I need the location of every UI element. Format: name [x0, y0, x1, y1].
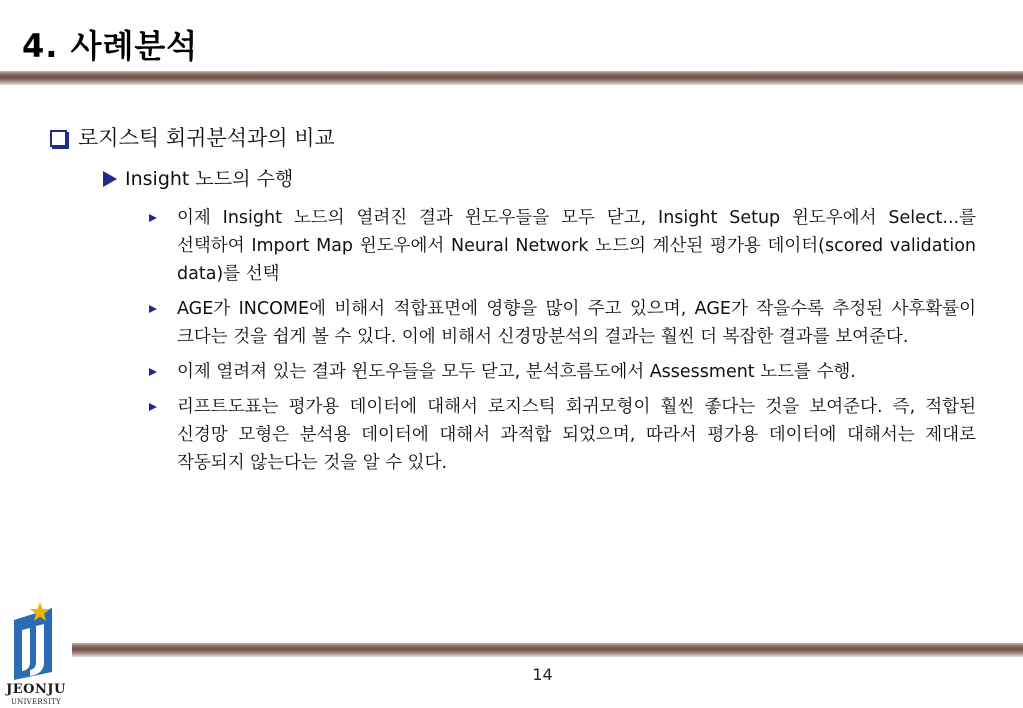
small-arrow-icon — [149, 214, 157, 222]
page-number: 14 — [532, 665, 553, 684]
bullet-item — [146, 295, 976, 351]
section-heading — [50, 125, 335, 151]
logo-name: JEONJU — [6, 682, 66, 697]
bullet-text: AGE가 INCOME에 비해서 적합표면에 영향을 많이 주고 있으며, AGE가 작을수록 추정된 사후확률이 크다는 것을 쉽게 볼 수 있다. 이에 비해서 신경망분석의 결과는 훨씬 더 복잡한 결과를 보여준다. — [177, 299, 976, 347]
bullet-text: 이제 열려져 있는 결과 윈도우들을 모두 닫고, 분석흐름도에서 Assessment 노드를 수행. — [177, 362, 856, 382]
title-divider-bar — [0, 71, 1023, 85]
bullet-item — [146, 204, 976, 288]
bullet-item — [146, 393, 976, 477]
bullet-item — [146, 358, 976, 386]
checkbox-icon — [50, 130, 67, 147]
footer-divider-bar — [72, 643, 1023, 657]
arrow-icon — [103, 171, 117, 187]
bullet-text: 리프트도표는 평가용 데이터에 대해서 로지스틱 회귀모형이 훨씬 좋다는 것을 보여준다. 즉, 적합된 신경망 모형은 분석용 데이터에 대해서 과적합 되었으며, 따라서 평가용 데이터에 대해서는 제대로 작동되지 않는다는 것을 알 수 있다. — [177, 397, 976, 473]
small-arrow-icon — [149, 403, 157, 411]
bullet-list — [146, 204, 976, 484]
logo-subtitle: UNIVERSITY — [10, 698, 62, 706]
section-subheading-text: Insight 노드의 수행 — [125, 168, 294, 190]
small-arrow-icon — [149, 305, 157, 313]
section-subheading — [103, 167, 293, 191]
slide-title: 4. 사례분석 — [22, 27, 199, 65]
section-heading-text: 로지스틱 회귀분석과의 비교 — [78, 126, 335, 150]
small-arrow-icon — [149, 368, 157, 376]
bullet-text: 이제 Insight 노드의 열려진 결과 윈도우들을 모두 닫고, Insight Setup 윈도우에서 Select...를 선택하여 Import Map 윈도우에서 Neural Network 노드의 계산된 평가용 데이터(scored validation data)를 선택 — [177, 208, 976, 284]
